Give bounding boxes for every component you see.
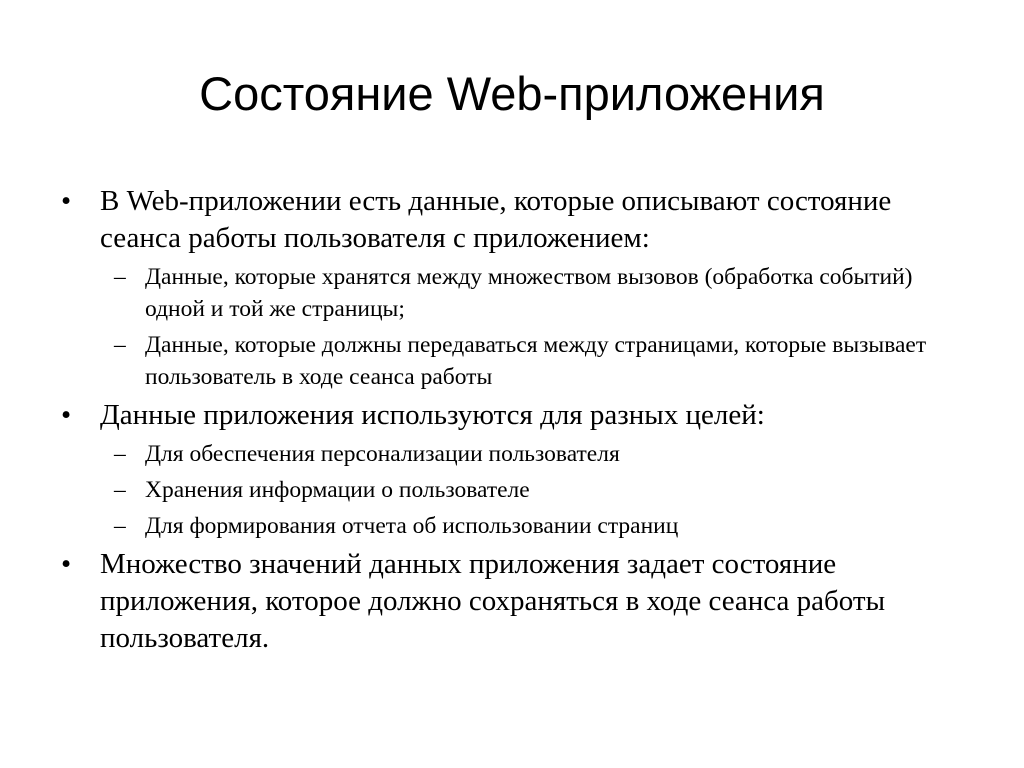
bullet-text: Множество значений данных приложения задает состояние приложения, которое должно сохраняться в ходе сеанса работы пользователя. (100, 548, 886, 654)
sub-bullet-text: Данные, которые хранятся между множеством вызовов (обработка событий) одной и той же страницы; (145, 264, 913, 322)
bullet-dash: – (114, 477, 126, 503)
bullet-item (58, 546, 978, 657)
sub-bullet-text: Хранения информации о пользователе (145, 477, 530, 503)
bullet-text: В Web-приложении есть данные, которые описывают состояние сеанса работы пользователя с приложением: (100, 185, 892, 254)
bullet-dot: • (61, 399, 72, 431)
bullet-text: Данные приложения используются для разных целей: (100, 399, 765, 431)
slide-title: Состояние Web-приложения (199, 67, 825, 120)
bullet-item (58, 397, 978, 434)
bullet-item (58, 183, 978, 257)
sub-bullet-item (58, 474, 978, 506)
sub-bullet-text: Данные, которые должны передаваться между страницами, которые вызывает пользователь в ходе сеанса работы (145, 332, 927, 390)
bullet-dash: – (114, 513, 126, 539)
sub-bullet-item (58, 438, 978, 470)
sub-bullet-item (58, 261, 978, 325)
slide-body (58, 183, 978, 661)
sub-bullet-item (58, 510, 978, 542)
bullet-dot: • (61, 185, 72, 217)
sub-bullet-item (58, 329, 978, 393)
bullet-dash: – (114, 332, 126, 358)
bullet-dash: – (114, 441, 126, 467)
sub-bullet-text: Для формирования отчета об использовании страниц (145, 513, 679, 539)
bullet-dot: • (61, 548, 72, 580)
sub-bullet-text: Для обеспечения персонализации пользователя (145, 441, 620, 467)
bullet-dash: – (114, 264, 126, 290)
